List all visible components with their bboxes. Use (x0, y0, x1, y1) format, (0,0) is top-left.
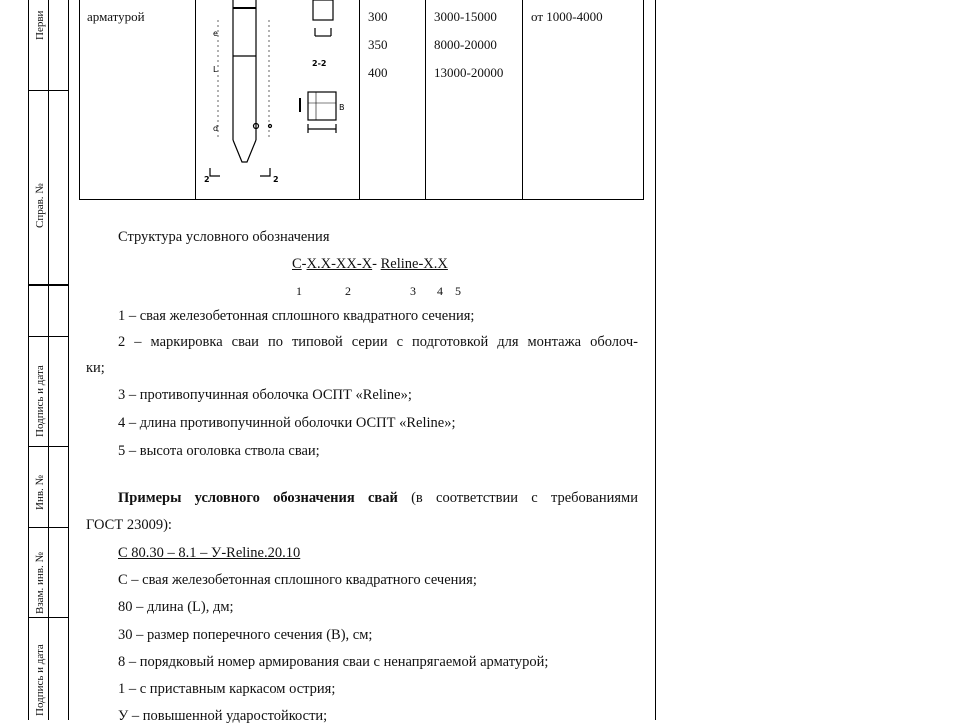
example-line-1: С – свая железобетонная сплошного квадратного сечения; (118, 572, 477, 588)
frame-right (655, 0, 656, 720)
position-5: 5 (455, 284, 461, 298)
drawing-label-l: L (213, 65, 218, 74)
structure-item-2-cont: ки; (86, 360, 105, 376)
stamp-label-vzam: Взам. инв. № (34, 552, 46, 614)
code-dash-1: - (301, 256, 307, 272)
code-part-mid: Х.Х-ХХ-Х (306, 256, 373, 272)
position-2: 2 (345, 284, 351, 298)
drawing-label-b: B (339, 103, 345, 112)
designation-code (292, 256, 448, 273)
table-bottom-border (79, 199, 644, 200)
drawing-mark-left: 2 (204, 175, 210, 184)
pile-drawing (196, 0, 360, 200)
structure-item-1: 1 – свая железобетонная сплошного квадратного сечения; (118, 308, 475, 324)
stamp-sep-3 (28, 336, 69, 337)
example-code: С 80.30 – 8.1 – У-Reline.20.10 (118, 545, 301, 561)
table-length-2: 13000-20000 (434, 65, 504, 80)
structure-item-4: 4 – длина противопучинной оболочки ОСПТ «Reline»; (118, 415, 456, 431)
examples-heading-rest: (в соответствии с требованиями (397, 490, 638, 506)
structure-item-3: 3 – противопучинная оболочка ОСПТ «Reline»; (118, 387, 412, 403)
drawing-label-d: d (213, 124, 219, 133)
drawing-section-title: 2-2 (312, 59, 327, 68)
drawing-mark-right: 2 (273, 175, 279, 184)
structure-item-2: 2 – маркировка сваи по типовой серии с подготовкой для монтажа оболоч- (118, 334, 638, 350)
table-size-1: 350 (368, 37, 388, 52)
stamp-label-podpis-2: Подпись и дата (34, 644, 46, 716)
table-col-4 (522, 0, 523, 200)
examples-heading (118, 490, 638, 507)
table-col-3 (425, 0, 426, 200)
table-col-5 (643, 0, 644, 200)
examples-heading-bold: Примеры условного обозначения свай (118, 490, 398, 506)
table-size-2: 400 (368, 65, 388, 80)
table-length-1: 8000-20000 (434, 37, 497, 52)
structure-heading: Структура условного обозначения (118, 229, 330, 245)
stamp-label-perv: Перви (34, 10, 46, 40)
example-line-5: 1 – с приставным каркасом острия; (118, 681, 336, 697)
example-line-3: 30 – размер поперечного сечения (В), см; (118, 627, 373, 643)
code-part-c: С (292, 256, 302, 272)
example-line-2: 80 – длина (L), дм; (118, 599, 234, 615)
stamp-sep-5 (28, 527, 69, 528)
example-line-6: У – повышенной ударостойкости; (118, 708, 328, 724)
example-line-4: 8 – порядковый номер армирования сваи с ненапрягаемой арматурой; (118, 654, 549, 670)
stamp-sep-2 (28, 284, 69, 286)
frame-left-outer (28, 0, 29, 720)
structure-item-5: 5 – высота оголовка ствола сваи; (118, 443, 320, 459)
stamp-sep-4 (28, 446, 69, 447)
code-part-reline: Reline-Х.Х (380, 256, 448, 272)
stamp-sep-1 (28, 90, 69, 91)
position-4: 4 (437, 284, 443, 298)
stamp-divider-col (48, 0, 49, 720)
examples-heading-cont: ГОСТ 23009): (86, 517, 172, 533)
table-left-border (79, 0, 80, 200)
position-3: 3 (410, 284, 416, 298)
table-length-0: 3000-15000 (434, 9, 497, 24)
stamp-label-inv: Инв. № (34, 474, 46, 510)
stamp-sep-6 (28, 617, 69, 618)
stamp-label-sprav: Справ. № (34, 183, 46, 228)
table-type-label: арматурой (87, 9, 145, 24)
code-dash-2: - (372, 256, 381, 272)
frame-left-inner (68, 0, 69, 720)
table-load-0: от 1000-4000 (531, 9, 603, 24)
table-size-0: 300 (368, 9, 388, 24)
position-1: 1 (296, 284, 302, 298)
drawing-label-e: e (213, 29, 218, 38)
stamp-label-podpis-1: Подпись и дата (34, 365, 46, 437)
